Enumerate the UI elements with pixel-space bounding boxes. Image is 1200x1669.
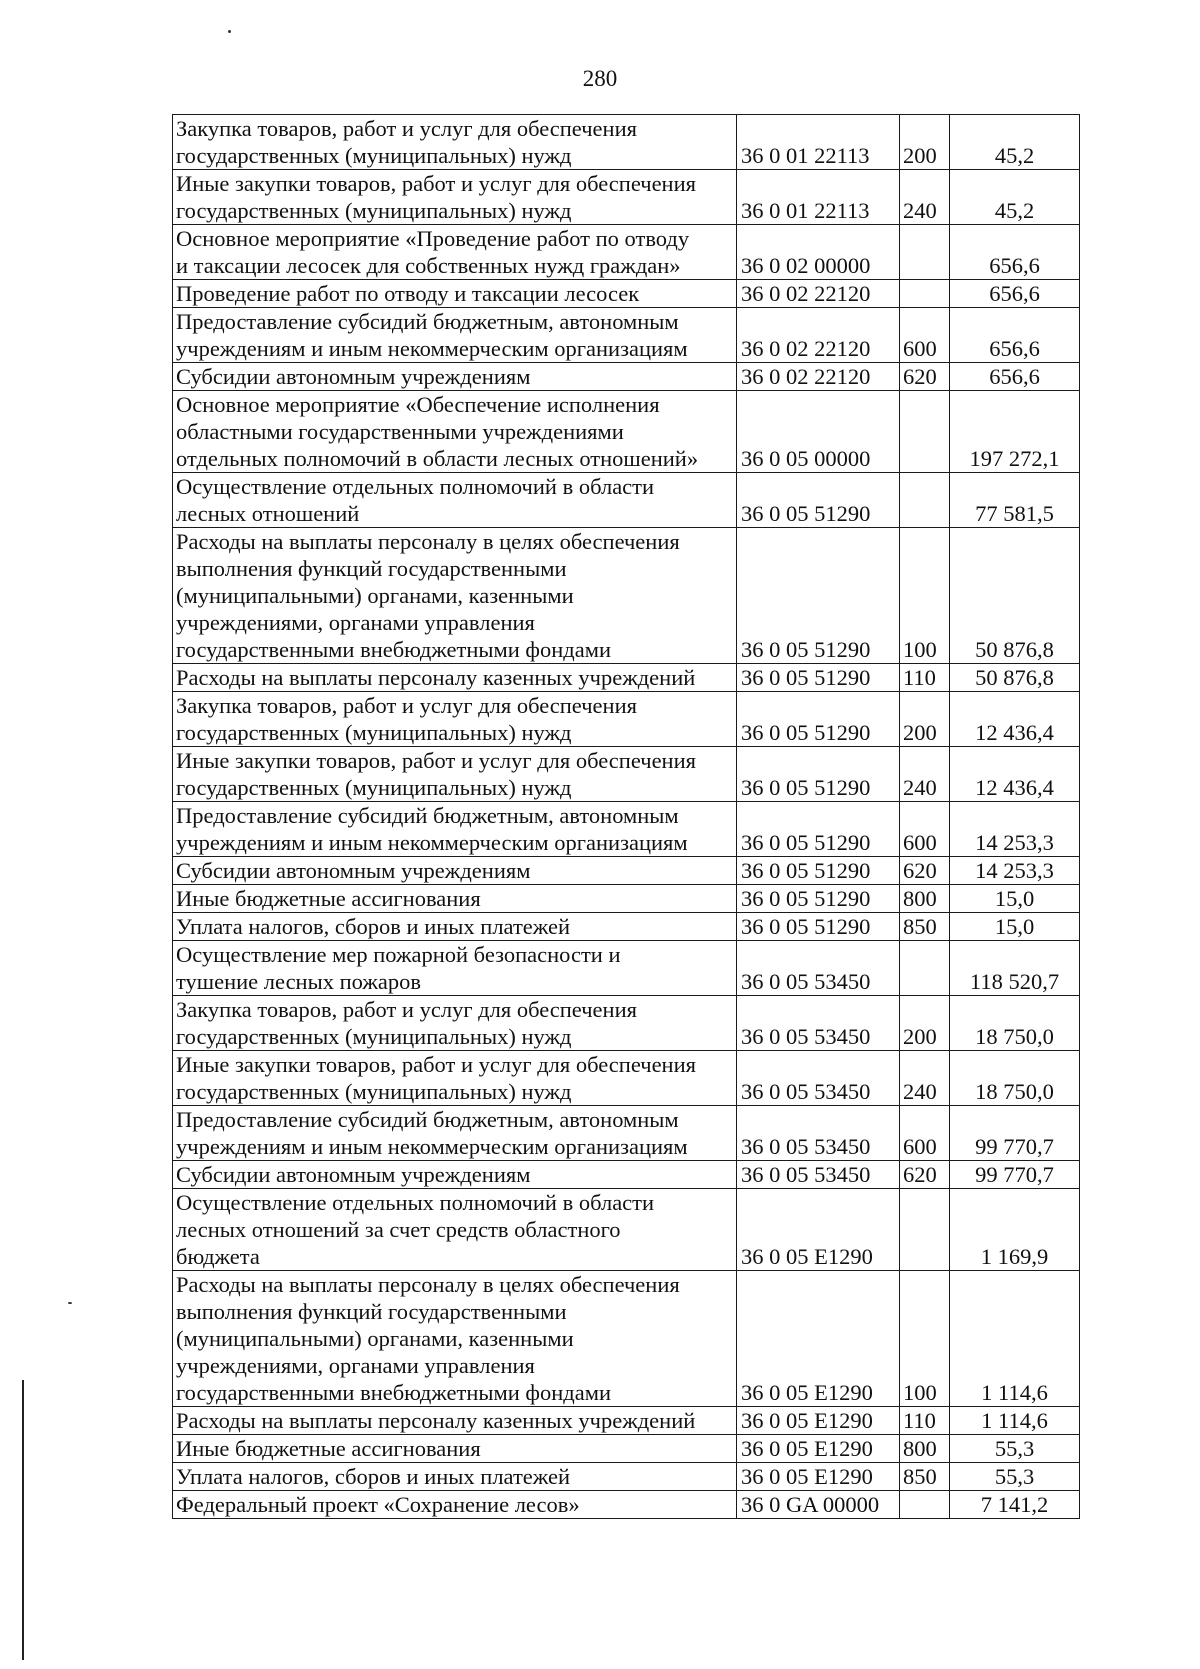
- row-name-line: Закупка товаров, работ и услуг для обеспечения: [176, 693, 637, 718]
- row-sum-cell: 50 876,8: [950, 664, 1080, 692]
- row-sum-cell: 77 581,5: [950, 473, 1080, 528]
- row-name-line: Иные закупки товаров, работ и услуг для обеспечения: [176, 171, 696, 196]
- row-code-cell: 36 0 02 22120: [737, 308, 900, 363]
- row-name-cell: [173, 802, 737, 857]
- row-name-cell: [173, 1106, 737, 1161]
- row-name-line: государственных (муниципальных) нужд: [176, 198, 572, 223]
- table-row: [173, 1271, 1080, 1407]
- row-name-line: лесных отношений за счет средств областного: [176, 1217, 621, 1242]
- row-type-cell: 110: [900, 1407, 950, 1435]
- row-code-cell: 36 0 05 51290: [737, 473, 900, 528]
- row-name-line: Основное мероприятие «Обеспечение исполнения: [176, 392, 660, 417]
- row-code-cell: 36 0 05 51290: [737, 885, 900, 913]
- row-sum-cell: 14 253,3: [950, 802, 1080, 857]
- row-type-cell: 620: [900, 857, 950, 885]
- scan-margin-line: [22, 1380, 24, 1660]
- table-row: [173, 941, 1080, 996]
- row-code-cell: 36 0 05 E1290: [737, 1189, 900, 1271]
- row-name-line: государственных (муниципальных) нужд: [176, 1024, 572, 1049]
- table-row: [173, 1463, 1080, 1491]
- row-type-cell: 100: [900, 528, 950, 664]
- row-type-cell: 110: [900, 664, 950, 692]
- row-name-cell: [173, 941, 737, 996]
- row-sum-cell: 7 141,2: [950, 1491, 1080, 1519]
- row-name-cell: [173, 1051, 737, 1106]
- row-type-cell: [900, 391, 950, 473]
- row-sum-cell: 18 750,0: [950, 1051, 1080, 1106]
- row-name-line: выполнения функций государственными: [176, 556, 567, 581]
- row-name-line: государственными внебюджетными фондами: [176, 1380, 612, 1405]
- row-name-cell: [173, 391, 737, 473]
- row-sum-cell: 15,0: [950, 913, 1080, 941]
- table-row: [173, 308, 1080, 363]
- row-name-line: государственных (муниципальных) нужд: [176, 720, 572, 745]
- row-name-line: Иные закупки товаров, работ и услуг для обеспечения: [176, 1052, 696, 1077]
- row-sum-cell: 55,3: [950, 1463, 1080, 1491]
- row-type-cell: 600: [900, 308, 950, 363]
- row-name-cell: [173, 280, 737, 308]
- row-type-cell: 850: [900, 1463, 950, 1491]
- row-name-cell: [173, 692, 737, 747]
- row-sum-cell: 656,6: [950, 280, 1080, 308]
- row-name-cell: [173, 1435, 737, 1463]
- row-name-line: Закупка товаров, работ и услуг для обеспечения: [176, 997, 637, 1022]
- row-name-line: учреждениям и иным некоммерческим организациям: [176, 830, 688, 855]
- row-name-line: учреждениям и иным некоммерческим организациям: [176, 1134, 688, 1159]
- row-code-cell: 36 0 05 51290: [737, 913, 900, 941]
- row-name-line: учреждениями, органами управления: [176, 1353, 535, 1378]
- row-code-cell: 36 0 05 53450: [737, 996, 900, 1051]
- row-code-cell: 36 0 01 22113: [737, 170, 900, 225]
- row-type-cell: 600: [900, 1106, 950, 1161]
- row-name-cell: [173, 115, 737, 170]
- row-type-cell: 200: [900, 692, 950, 747]
- row-sum-cell: 1 114,6: [950, 1407, 1080, 1435]
- row-sum-cell: 99 770,7: [950, 1106, 1080, 1161]
- row-name-line: Субсидии автономным учреждениям: [176, 364, 531, 389]
- row-name-line: областными государственными учреждениями: [176, 419, 624, 444]
- row-type-cell: 100: [900, 1271, 950, 1407]
- row-type-cell: [900, 1189, 950, 1271]
- row-name-line: Уплата налогов, сборов и иных платежей: [176, 1464, 571, 1489]
- row-sum-cell: 1 169,9: [950, 1189, 1080, 1271]
- row-name-cell: [173, 363, 737, 391]
- row-name-line: Предоставление субсидий бюджетным, автономным: [176, 1107, 679, 1132]
- row-name-line: Осуществление отдельных полномочий в области: [176, 474, 655, 499]
- row-name-line: учреждениями, органами управления: [176, 610, 535, 635]
- table-row: [173, 692, 1080, 747]
- row-name-cell: [173, 225, 737, 280]
- budget-table: [172, 114, 1080, 1519]
- row-name-line: (муниципальными) органами, казенными: [176, 1326, 574, 1351]
- row-sum-cell: 12 436,4: [950, 692, 1080, 747]
- row-name-cell: [173, 996, 737, 1051]
- row-name-line: Проведение работ по отводу и таксации лесосек: [176, 281, 640, 306]
- row-type-cell: 620: [900, 1161, 950, 1189]
- row-type-cell: 240: [900, 1051, 950, 1106]
- row-sum-cell: 118 520,7: [950, 941, 1080, 996]
- table-row: [173, 391, 1080, 473]
- row-sum-cell: 55,3: [950, 1435, 1080, 1463]
- row-sum-cell: 14 253,3: [950, 857, 1080, 885]
- row-name-line: Предоставление субсидий бюджетным, автономным: [176, 309, 679, 334]
- row-name-line: Расходы на выплаты персоналу казенных учреждений: [176, 665, 696, 690]
- row-type-cell: 800: [900, 885, 950, 913]
- row-name-line: бюджета: [176, 1244, 260, 1269]
- row-code-cell: 36 0 02 00000: [737, 225, 900, 280]
- row-name-line: Иные бюджетные ассигнования: [176, 1436, 481, 1461]
- table-row: [173, 1106, 1080, 1161]
- row-sum-cell: 12 436,4: [950, 747, 1080, 802]
- row-name-cell: [173, 857, 737, 885]
- row-name-line: Иные закупки товаров, работ и услуг для обеспечения: [176, 748, 696, 773]
- row-code-cell: 36 0 05 51290: [737, 747, 900, 802]
- table-row: [173, 1435, 1080, 1463]
- table-row: [173, 225, 1080, 280]
- row-type-cell: [900, 473, 950, 528]
- row-sum-cell: 656,6: [950, 363, 1080, 391]
- row-type-cell: [900, 1491, 950, 1519]
- row-name-line: Основное мероприятие «Проведение работ по отводу: [176, 226, 690, 251]
- row-code-cell: 36 0 05 51290: [737, 857, 900, 885]
- row-code-cell: 36 0 05 51290: [737, 692, 900, 747]
- row-name-line: Осуществление мер пожарной безопасности и: [176, 942, 621, 967]
- table-row: [173, 170, 1080, 225]
- page-number: 280: [582, 66, 618, 91]
- table-row: [173, 857, 1080, 885]
- row-name-line: Осуществление отдельных полномочий в области: [176, 1190, 655, 1215]
- row-name-cell: [173, 1491, 737, 1519]
- row-type-cell: 600: [900, 802, 950, 857]
- row-name-cell: [173, 1463, 737, 1491]
- row-code-cell: 36 0 05 E1290: [737, 1407, 900, 1435]
- row-name-cell: [173, 1189, 737, 1271]
- row-code-cell: 36 0 05 53450: [737, 941, 900, 996]
- row-name-line: учреждениям и иным некоммерческим организациям: [176, 336, 688, 361]
- row-name-line: Предоставление субсидий бюджетным, автономным: [176, 803, 679, 828]
- row-code-cell: 36 0 05 53450: [737, 1106, 900, 1161]
- row-code-cell: 36 0 05 51290: [737, 802, 900, 857]
- row-code-cell: 36 0 05 51290: [737, 664, 900, 692]
- row-name-line: лесных отношений: [176, 501, 360, 526]
- row-name-cell: [173, 664, 737, 692]
- row-name-line: Расходы на выплаты персоналу в целях обеспечения: [176, 1272, 680, 1297]
- row-name-cell: [173, 1161, 737, 1189]
- table-row: [173, 996, 1080, 1051]
- row-name-line: Закупка товаров, работ и услуг для обеспечения: [176, 116, 637, 141]
- row-name-line: Федеральный проект «Сохранение лесов»: [176, 1492, 580, 1517]
- table-row: [173, 913, 1080, 941]
- row-sum-cell: 15,0: [950, 885, 1080, 913]
- row-code-cell: 36 0 02 22120: [737, 280, 900, 308]
- row-sum-cell: 50 876,8: [950, 528, 1080, 664]
- row-name-cell: [173, 308, 737, 363]
- row-name-line: выполнения функций государственными: [176, 1299, 567, 1324]
- row-code-cell: 36 0 01 22113: [737, 115, 900, 170]
- row-sum-cell: 656,6: [950, 225, 1080, 280]
- row-name-line: Уплата налогов, сборов и иных платежей: [176, 914, 571, 939]
- scan-speck: [68, 1302, 72, 1304]
- table-row: [173, 1407, 1080, 1435]
- table-row: [173, 885, 1080, 913]
- row-code-cell: 36 0 05 53450: [737, 1051, 900, 1106]
- row-type-cell: [900, 941, 950, 996]
- row-name-cell: [173, 170, 737, 225]
- row-type-cell: 200: [900, 115, 950, 170]
- table-row: [173, 473, 1080, 528]
- table-row: [173, 363, 1080, 391]
- row-name-line: Иные бюджетные ассигнования: [176, 886, 481, 911]
- row-code-cell: 36 0 05 E1290: [737, 1463, 900, 1491]
- row-sum-cell: 656,6: [950, 308, 1080, 363]
- table-row: [173, 747, 1080, 802]
- row-type-cell: [900, 280, 950, 308]
- row-type-cell: 200: [900, 996, 950, 1051]
- row-sum-cell: 197 272,1: [950, 391, 1080, 473]
- row-code-cell: 36 0 05 51290: [737, 528, 900, 664]
- row-code-cell: 36 0 05 53450: [737, 1161, 900, 1189]
- row-name-cell: [173, 1407, 737, 1435]
- table-row: [173, 1051, 1080, 1106]
- row-name-cell: [173, 885, 737, 913]
- table-row: [173, 1161, 1080, 1189]
- table-row: [173, 1189, 1080, 1271]
- row-sum-cell: 99 770,7: [950, 1161, 1080, 1189]
- row-name-line: (муниципальными) органами, казенными: [176, 583, 574, 608]
- row-name-line: государственных (муниципальных) нужд: [176, 775, 572, 800]
- row-code-cell: 36 0 05 E1290: [737, 1435, 900, 1463]
- row-name-cell: [173, 1271, 737, 1407]
- row-type-cell: 240: [900, 170, 950, 225]
- row-sum-cell: 45,2: [950, 170, 1080, 225]
- row-code-cell: 36 0 02 22120: [737, 363, 900, 391]
- row-name-line: Расходы на выплаты персоналу в целях обеспечения: [176, 529, 680, 554]
- row-type-cell: 240: [900, 747, 950, 802]
- row-sum-cell: 45,2: [950, 115, 1080, 170]
- table-row: [173, 1491, 1080, 1519]
- row-sum-cell: 1 114,6: [950, 1271, 1080, 1407]
- row-code-cell: 36 0 GA 00000: [737, 1491, 900, 1519]
- table-row: [173, 802, 1080, 857]
- row-sum-cell: 18 750,0: [950, 996, 1080, 1051]
- row-name-cell: [173, 473, 737, 528]
- row-name-line: государственными внебюджетными фондами: [176, 637, 612, 662]
- row-type-cell: 850: [900, 913, 950, 941]
- scan-speck: [228, 30, 231, 33]
- row-code-cell: 36 0 05 00000: [737, 391, 900, 473]
- row-name-line: и таксации лесосек для собственных нужд граждан»: [176, 253, 681, 278]
- row-code-cell: 36 0 05 E1290: [737, 1271, 900, 1407]
- row-name-cell: [173, 913, 737, 941]
- row-type-cell: 620: [900, 363, 950, 391]
- row-name-line: Расходы на выплаты персоналу казенных учреждений: [176, 1408, 696, 1433]
- table-row: [173, 664, 1080, 692]
- row-name-line: государственных (муниципальных) нужд: [176, 143, 572, 168]
- row-name-line: тушение лесных пожаров: [176, 969, 421, 994]
- row-name-line: Субсидии автономным учреждениям: [176, 1162, 531, 1187]
- row-name-cell: [173, 528, 737, 664]
- table-row: [173, 528, 1080, 664]
- row-name-cell: [173, 747, 737, 802]
- row-name-line: государственных (муниципальных) нужд: [176, 1079, 572, 1104]
- row-type-cell: 800: [900, 1435, 950, 1463]
- table-body: [173, 115, 1080, 1519]
- row-name-line: отдельных полномочий в области лесных отношений»: [176, 446, 699, 471]
- row-name-line: Субсидии автономным учреждениям: [176, 858, 531, 883]
- table-row: [173, 115, 1080, 170]
- table-row: [173, 280, 1080, 308]
- row-type-cell: [900, 225, 950, 280]
